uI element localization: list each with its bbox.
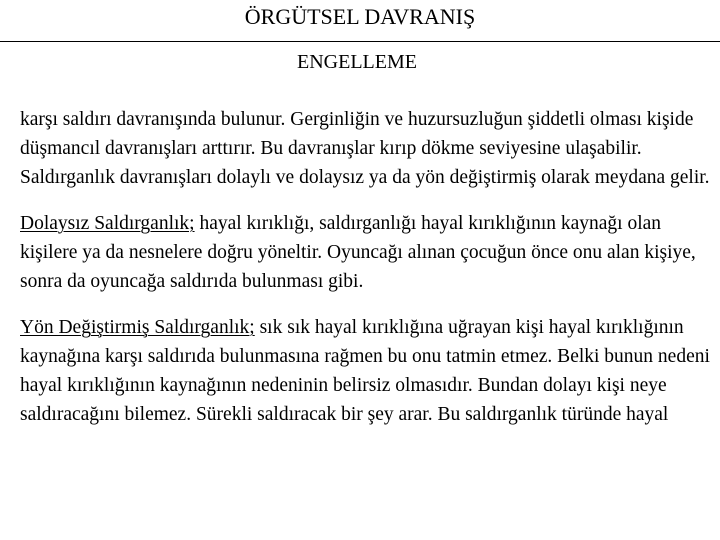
slide-title: ÖRGÜTSEL DAVRANIŞ bbox=[244, 4, 476, 29]
displaced-aggression-text: sık sık hayal kırıklığına uğrayan kişi hayal kırıklığının kaynağına karşı saldırıda bulunmasına rağmen bu onu tatmin etmez. Belki bunun nedeni hayal kırıklığının kaynağının nedeninin belirsiz olmasıdır. Bundan dolayı kişi neye saldıracağını bilemez. Sürekli saldıracak bir şey arar. Bu saldırganlık türünde hayal bbox=[20, 317, 710, 425]
direct-aggression-paragraph bbox=[20, 209, 710, 296]
direct-aggression-term: Dolaysız Saldırganlık; bbox=[20, 213, 195, 234]
slide-subtitle: ENGELLEME bbox=[297, 51, 417, 73]
intro-paragraph-text: karşı saldırı davranışında bulunur. Gerginliğin ve huzursuzluğun şiddetli olması kişide düşmancıl davranışları arttırır. Bu davranışlar kırıp dökme seviyesine ulaşabilir. Saldırganlık davranışları dolaylı ve dolaysız ya da yön değiştirmiş olarak meydana gelir. bbox=[20, 109, 710, 188]
displaced-aggression-term: Yön Değiştirmiş Saldırganlık; bbox=[20, 317, 255, 338]
intro-paragraph bbox=[20, 105, 710, 192]
direct-aggression-text: hayal kırıklığı, saldırganlığı hayal kırıklığının kaynağı olan kişilere ya da nesnelere doğru yöneltir. Oyuncağı alınan çocuğun önce onu alan kişiye, sonra da oyuncağa saldırıda bulunması gibi. bbox=[20, 213, 696, 292]
displaced-aggression-paragraph bbox=[20, 313, 710, 429]
title-underline bbox=[0, 41, 720, 42]
body-text bbox=[20, 105, 710, 446]
